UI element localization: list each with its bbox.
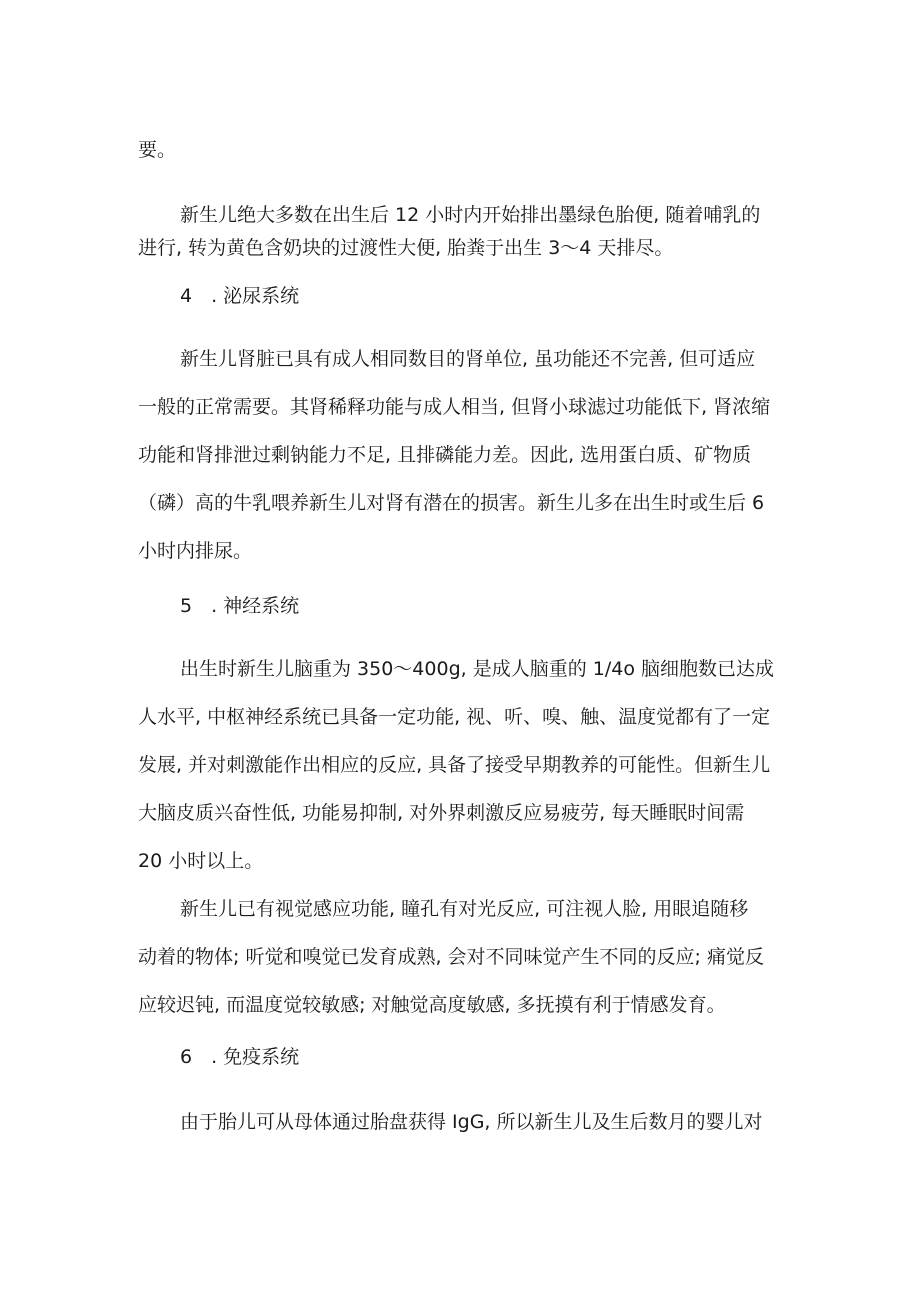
text-line: 大脑皮质兴奋性低, 功能易抑制, 对外界刺激反应易疲劳, 每天睡眠时间需 [138, 802, 745, 824]
text-line: 20 小时以上。 [138, 850, 264, 872]
text-line: 一般的正常需要。其肾稀释功能与成人相当, 但肾小球滤过功能低下, 肾浓缩 [138, 396, 771, 418]
text-line: 要。 [138, 139, 177, 161]
text-line: 人水平, 中枢神经系统已具备一定功能, 视、听、嗅、触、温度觉都有了一定 [138, 706, 771, 728]
section-heading-nervous: 5 . 神经系统 [180, 595, 300, 617]
text-line: 小时内排尿。 [138, 540, 253, 562]
text-line: 进行, 转为黄色含奶块的过渡性大便, 胎粪于出生 3～4 天排尽。 [138, 237, 674, 259]
text-line: 动着的物体; 听觉和嗅觉已发育成熟, 会对不同味觉产生不同的反应; 痛觉反 [138, 946, 764, 968]
paragraph-line: 新生儿已有视觉感应功能, 瞳孔有对光反应, 可注视人脸, 用眼追随移 [180, 898, 749, 920]
text-line: 应较迟钝, 而温度觉较敏感; 对触觉高度敏感, 多抚摸有利于情感发育。 [138, 994, 726, 1016]
section-heading-immune: 6 . 免疫系统 [180, 1046, 300, 1068]
section-heading-urinary: 4 . 泌尿系统 [180, 285, 300, 307]
paragraph-line: 由于胎儿可从母体通过胎盘获得 IgG, 所以新生儿及生后数月的婴儿对 [180, 1111, 763, 1133]
text-line: 功能和肾排泄过剩钠能力不足, 且排磷能力差。因此, 选用蛋白质、矿物质 [138, 444, 752, 466]
paragraph-line: 出生时新生儿脑重为 350～400g, 是成人脑重的 1/4o 脑细胞数已达成 [180, 658, 774, 680]
text-line: （磷）高的牛乳喂养新生儿对肾有潜在的损害。新生儿多在出生时或生后 6 [138, 492, 765, 514]
paragraph-line: 新生儿绝大多数在出生后 12 小时内开始排出墨绿色胎便, 随着哺乳的 [180, 204, 761, 226]
paragraph-line: 新生儿肾脏已具有成人相同数目的肾单位, 虽功能还不完善, 但可适应 [180, 348, 756, 370]
text-line: 发展, 并对刺激能作出相应的反应, 具备了接受早期教养的可能性。但新生儿 [138, 754, 771, 776]
